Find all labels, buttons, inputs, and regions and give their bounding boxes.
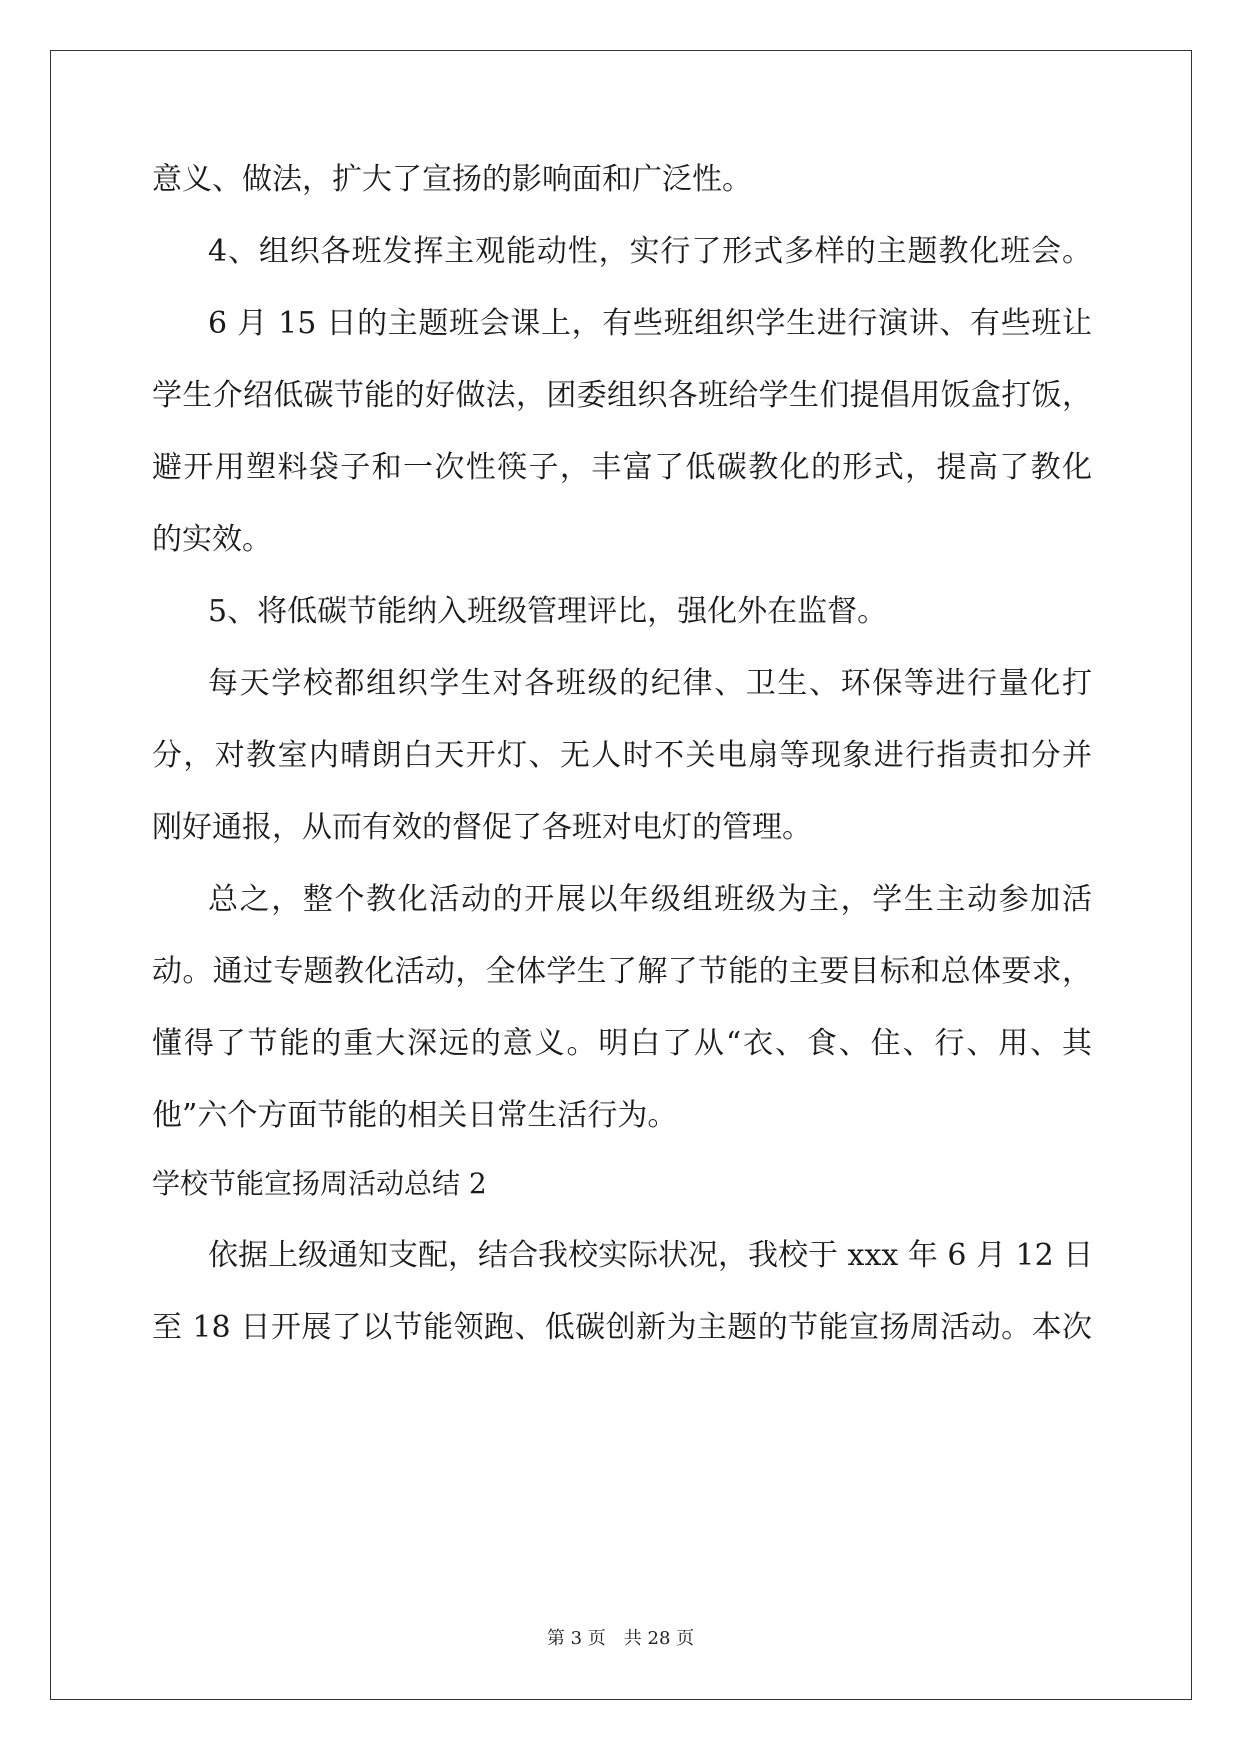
page-border bbox=[50, 50, 1192, 1700]
text-line: 6 月 15 日的主题班会课上，有些班组织学生进行演讲、有些班让 bbox=[208, 306, 1092, 341]
text-line: 分，对教室内晴朗白天开灯、无人时不关电扇等现象进行指责扣分并 bbox=[152, 738, 1092, 773]
page-number: 第 3 页 共 28 页 bbox=[546, 1628, 695, 1649]
text-line: 至 18 日开展了以节能领跑、低碳创新为主题的节能宣扬周活动。本次 bbox=[152, 1310, 1092, 1345]
section-heading: 学校节能宣扬周活动总结 2 bbox=[152, 1167, 487, 1200]
text-line: 动。通过专题教化活动，全体学生了解了节能的主要目标和总体要求， bbox=[152, 954, 1092, 989]
text-line: 他”六个方面节能的相关日常生活行为。 bbox=[152, 1098, 678, 1133]
text-line: 避开用塑料袋子和一次性筷子，丰富了低碳教化的形式，提高了教化 bbox=[152, 450, 1092, 485]
text-line: 刚好通报，从而有效的督促了各班对电灯的管理。 bbox=[152, 810, 812, 845]
text-line: 每天学校都组织学生对各班级的纪律、卫生、环保等进行量化打 bbox=[208, 666, 1092, 701]
text-line: 5、将低碳节能纳入班级管理评比，强化外在监督。 bbox=[208, 594, 888, 629]
text-line: 学生介绍低碳节能的好做法，团委组织各班给学生们提倡用饭盒打饭， bbox=[152, 378, 1092, 413]
text-line: 4、组织各班发挥主观能动性，实行了形式多样的主题教化班会。 bbox=[208, 234, 1092, 269]
text-line: 依据上级通知支配，结合我校实际状况，我校于 xxx 年 6 月 12 日 bbox=[208, 1238, 1094, 1273]
text-line: 懂得了节能的重大深远的意义。明白了从“衣、食、住、行、用、其 bbox=[152, 1026, 1092, 1061]
text-line: 意义、做法，扩大了宣扬的影响面和广泛性。 bbox=[152, 162, 752, 197]
text-line: 总之，整个教化活动的开展以年级组班级为主，学生主动参加活 bbox=[208, 882, 1092, 917]
text-line: 的实效。 bbox=[152, 522, 272, 557]
